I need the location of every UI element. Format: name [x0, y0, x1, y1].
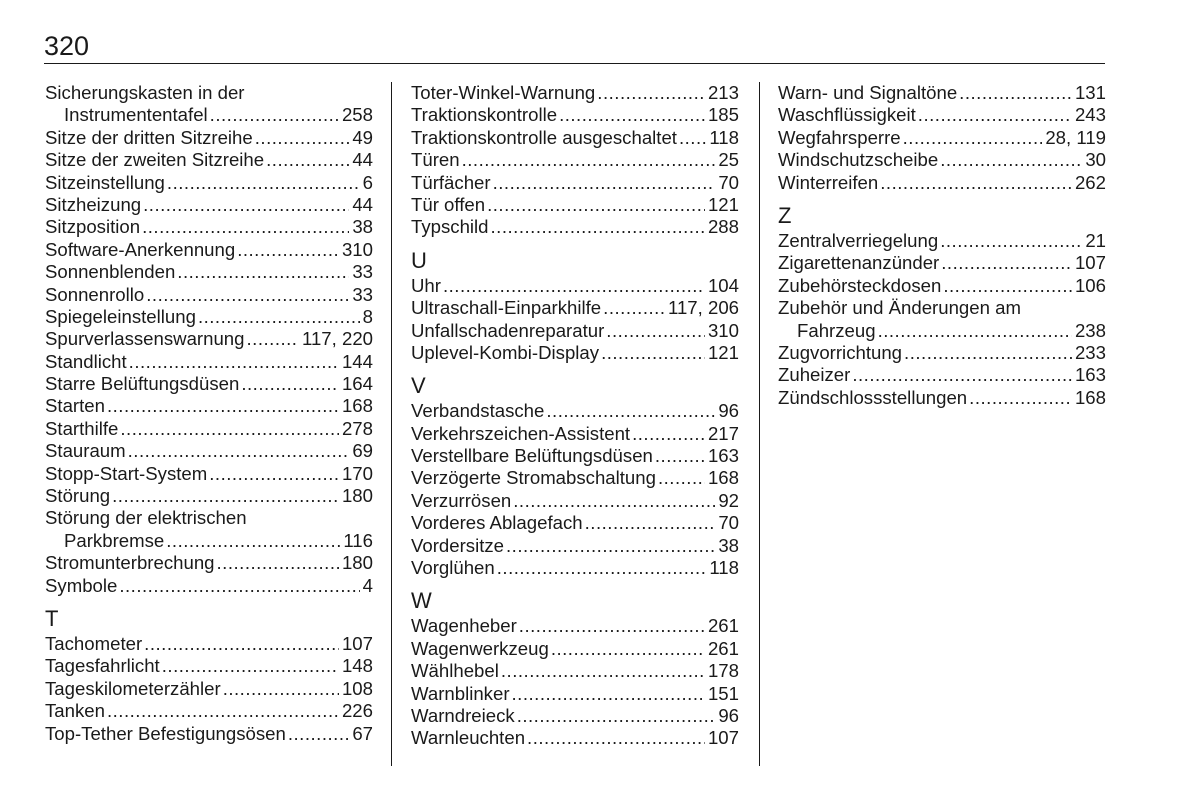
entry-pages: 107 [341, 632, 373, 654]
entry-term: Tachometer [45, 632, 143, 654]
entry-term: Spurverlassenswarnung [45, 328, 245, 350]
leader-dots [119, 575, 359, 597]
index-entry [45, 328, 373, 350]
entry-pages: 185 [707, 104, 739, 126]
leader-dots [143, 194, 349, 216]
leader-dots [223, 678, 339, 700]
entry-pages: 118 [709, 557, 739, 579]
leader-dots [597, 82, 705, 104]
index-entry [45, 655, 373, 677]
entry-pages: 164 [341, 373, 373, 395]
entry-term: Störung der elektrischen [45, 507, 247, 529]
entry-pages: 96 [718, 400, 739, 422]
page-number: 320 [44, 31, 90, 61]
entry-term: Instrumententafel [64, 104, 208, 126]
index-entry [411, 467, 739, 489]
entry-term: Starthilfe [45, 417, 119, 439]
entry-term: Sonnenblenden [45, 261, 176, 283]
index-entry [778, 320, 1106, 342]
index-entry [45, 395, 373, 417]
index-column-1 [45, 82, 373, 745]
entry-pages: 178 [707, 660, 739, 682]
entry-pages: 163 [707, 445, 739, 467]
index-entry [778, 342, 1106, 364]
leader-dots [144, 633, 339, 655]
index-entry-heading [778, 297, 1106, 319]
entry-term: Zündschlossstellungen [778, 386, 968, 408]
entry-term: Traktionskontrolle [411, 104, 558, 126]
entry-term: Vordersitze [411, 534, 505, 556]
leader-dots [513, 490, 715, 512]
entry-term: Uplevel-Kombi-Display [411, 341, 600, 363]
entry-pages: 121 [707, 193, 739, 215]
entry-term: Tagesfahrlicht [45, 655, 160, 677]
entry-term: Zigarettenanzünder [778, 252, 940, 274]
entry-pages: 258 [341, 104, 373, 126]
entry-term: Vorglühen [411, 557, 495, 579]
leader-dots [506, 535, 715, 557]
entry-pages: 148 [341, 655, 373, 677]
entry-term: Top-Tether Befestigungsösen [45, 722, 286, 744]
leader-dots [198, 306, 360, 328]
section-letter: T [45, 605, 59, 631]
leader-dots [959, 82, 1072, 104]
entry-pages: 163 [1074, 364, 1106, 386]
entry-term: Zubehörsteckdosen [778, 274, 942, 296]
leader-dots [880, 172, 1072, 194]
index-entry [45, 575, 373, 597]
index-entry [778, 387, 1106, 409]
index-entry [411, 615, 739, 637]
entry-pages: 261 [707, 615, 739, 637]
leader-dots [601, 342, 705, 364]
index-entry [411, 104, 739, 126]
leader-dots [551, 638, 705, 660]
leader-dots [107, 395, 339, 417]
entry-pages: 106 [1074, 274, 1106, 296]
entry-pages: 38 [352, 216, 373, 238]
leader-dots [177, 261, 349, 283]
leader-dots [288, 723, 349, 745]
leader-dots [679, 127, 706, 149]
entry-term: Verstellbare Belüftungsdüsen [411, 445, 653, 467]
leader-dots [903, 127, 1043, 149]
entry-pages: 151 [707, 682, 739, 704]
entry-term: Spiegeleinstellung [45, 305, 196, 327]
index-entry [45, 418, 373, 440]
leader-dots [497, 557, 707, 579]
entry-pages: 217 [707, 422, 739, 444]
entry-pages: 116 [343, 529, 373, 551]
index-entry [45, 172, 373, 194]
entry-pages: 226 [341, 700, 373, 722]
entry-pages: 67 [352, 722, 373, 744]
leader-dots [162, 655, 339, 677]
index-entry [411, 683, 739, 705]
entry-term: Windschutzscheibe [778, 149, 939, 171]
entry-pages: 288 [707, 216, 739, 238]
entry-pages: 213 [707, 82, 739, 103]
entry-term: Verbandstasche [411, 400, 545, 422]
entry-term: Tanken [45, 700, 105, 722]
index-entry [45, 306, 373, 328]
entry-term: Verzögerte Stromabschaltung [411, 467, 656, 489]
entry-term: Zugvorrichtung [778, 341, 903, 363]
leader-dots [237, 239, 339, 261]
leader-dots [658, 467, 705, 489]
entry-term: Tageskilometerzähler [45, 677, 221, 699]
entry-term: Warndreieck [411, 704, 515, 726]
entry-pages: 70 [718, 171, 739, 193]
index-entry [411, 638, 739, 660]
leader-dots [120, 418, 339, 440]
index-entry [411, 557, 739, 579]
index-entry [45, 351, 373, 373]
entry-pages: 8 [362, 305, 373, 327]
entry-term: Uhr [411, 274, 441, 296]
index-entry [411, 342, 739, 364]
index-entry [45, 633, 373, 655]
index-column-3 [778, 82, 1106, 409]
index-entry [411, 535, 739, 557]
entry-term: Unfallschadenreparatur [411, 319, 605, 341]
leader-dots [940, 149, 1082, 171]
entry-pages: 278 [341, 417, 373, 439]
entry-term: Waschflüssigkeit [778, 104, 916, 126]
entry-pages: 28, 119 [1045, 126, 1106, 148]
entry-pages: 131 [1074, 82, 1106, 103]
entry-pages: 104 [707, 274, 739, 296]
entry-term: Ultraschall-Einparkhilfe [411, 297, 602, 319]
leader-dots [443, 275, 705, 297]
entry-term: Symbole [45, 574, 118, 596]
leader-dots [487, 194, 705, 216]
entry-pages: 180 [341, 485, 373, 507]
entry-term: Zuheizer [778, 364, 851, 386]
entry-term: Standlicht [45, 350, 127, 372]
entry-term: Winterreifen [778, 171, 879, 193]
leader-dots [266, 149, 349, 171]
index-entry [411, 82, 739, 104]
entry-term: Wählhebel [411, 660, 499, 682]
leader-dots [852, 364, 1072, 386]
leader-dots [255, 127, 350, 149]
leader-dots [241, 373, 339, 395]
entry-term: Sonnenrollo [45, 283, 145, 305]
column-divider [759, 82, 760, 766]
leader-dots [878, 320, 1072, 342]
entry-pages: 117, 206 [668, 297, 739, 319]
entry-term: Stauraum [45, 440, 126, 462]
entry-pages: 30 [1085, 149, 1106, 171]
entry-term: Sitze der zweiten Sitzreihe [45, 149, 265, 171]
entry-term: Warnblinker [411, 682, 510, 704]
index-entry [45, 463, 373, 485]
entry-pages: 107 [707, 727, 739, 749]
entry-pages: 21 [1085, 229, 1106, 251]
entry-term: Verkehrszeichen-Assistent [411, 422, 631, 444]
entry-pages: 33 [352, 283, 373, 305]
index-entry [45, 485, 373, 507]
entry-term: Starre Belüftungsdüsen [45, 373, 240, 395]
leader-dots [491, 216, 705, 238]
leader-dots [606, 320, 705, 342]
leader-dots [209, 463, 339, 485]
entry-pages: 180 [341, 552, 373, 574]
entry-term: Parkbremse [64, 529, 165, 551]
index-entry [411, 275, 739, 297]
leader-dots [546, 400, 715, 422]
index-entry [45, 104, 373, 126]
index-entry [45, 723, 373, 745]
entry-pages: 44 [352, 149, 373, 171]
index-entry [778, 364, 1106, 386]
entry-pages: 238 [1074, 319, 1106, 341]
entry-pages: 117, 220 [302, 328, 373, 350]
index-entry [45, 700, 373, 722]
entry-term: Wagenwerkzeug [411, 637, 549, 659]
index-entry [45, 678, 373, 700]
index-entry [45, 216, 373, 238]
leader-dots [217, 552, 339, 574]
leader-dots [527, 727, 705, 749]
index-entry [45, 373, 373, 395]
index-entry [411, 705, 739, 727]
entry-pages: 92 [718, 489, 739, 511]
index-entry-heading [45, 82, 373, 104]
index-column-2 [411, 82, 739, 750]
index-entry [778, 82, 1106, 104]
leader-dots [512, 683, 705, 705]
index-entry [45, 149, 373, 171]
entry-pages: 168 [707, 467, 739, 489]
entry-term: Stopp-Start-System [45, 462, 208, 484]
entry-term: Sicherungskasten in der [45, 82, 245, 103]
leader-dots [166, 530, 340, 552]
entry-term: Wagenheber [411, 615, 517, 637]
index-entry [778, 149, 1106, 171]
entry-term: Typschild [411, 216, 489, 238]
index-entry [778, 252, 1106, 274]
index-entry [778, 172, 1106, 194]
index-entry-heading [45, 507, 373, 529]
entry-pages: 4 [362, 574, 373, 596]
index-entry [411, 320, 739, 342]
entry-pages: 261 [707, 637, 739, 659]
leader-dots [918, 104, 1072, 126]
leader-dots [969, 387, 1072, 409]
leader-dots [941, 252, 1072, 274]
entry-pages: 310 [707, 319, 739, 341]
column-divider [391, 82, 392, 766]
entry-term: Türen [411, 149, 460, 171]
leader-dots [501, 660, 705, 682]
section-letter: U [411, 247, 427, 273]
entry-pages: 44 [352, 193, 373, 215]
entry-pages: 118 [709, 126, 739, 148]
leader-dots [128, 440, 350, 462]
entry-term: Wegfahrsperre [778, 126, 901, 148]
index-entry [778, 275, 1106, 297]
index-entry [778, 104, 1106, 126]
entry-pages: 6 [362, 171, 373, 193]
entry-pages: 49 [352, 126, 373, 148]
entry-term: Sitzeinstellung [45, 171, 165, 193]
entry-pages: 170 [341, 462, 373, 484]
index-entry [45, 530, 373, 552]
entry-pages: 168 [1074, 386, 1106, 408]
entry-term: Vorderes Ablagefach [411, 512, 583, 534]
index-entry [411, 297, 739, 319]
index-entry [411, 660, 739, 682]
index-entry [411, 194, 739, 216]
entry-pages: 243 [1074, 104, 1106, 126]
index-entry [45, 284, 373, 306]
section-letter: W [411, 588, 432, 614]
leader-dots [129, 351, 339, 373]
entry-term: Verzurrösen [411, 489, 512, 511]
entry-term: Zubehör und Änderungen am [778, 297, 1021, 319]
entry-pages: 38 [718, 534, 739, 556]
entry-pages: 310 [341, 238, 373, 260]
section-letter: V [411, 373, 426, 399]
entry-term: Traktionskontrolle ausgeschaltet [411, 126, 677, 148]
leader-dots [943, 275, 1072, 297]
index-entry [45, 194, 373, 216]
entry-term: Sitzheizung [45, 193, 142, 215]
leader-dots [559, 104, 705, 126]
entry-term: Stromunterbrechung [45, 552, 215, 574]
entry-pages: 33 [352, 261, 373, 283]
entry-pages: 121 [707, 341, 739, 363]
leader-dots [107, 700, 339, 722]
entry-term: Warn- und Signaltöne [778, 82, 958, 103]
entry-term: Toter-Winkel-Warnung [411, 82, 596, 103]
leader-dots [493, 172, 716, 194]
entry-term: Sitze der dritten Sitzreihe [45, 126, 253, 148]
entry-term: Warnleuchten [411, 727, 526, 749]
entry-pages: 168 [341, 395, 373, 417]
index-entry [411, 727, 739, 749]
entry-pages: 107 [1074, 252, 1106, 274]
index-entry [45, 440, 373, 462]
leader-dots [142, 216, 349, 238]
entry-term: Starten [45, 395, 105, 417]
entry-term: Störung [45, 485, 111, 507]
leader-dots [585, 512, 716, 534]
index-entry [778, 230, 1106, 252]
entry-pages: 108 [341, 677, 373, 699]
leader-dots [632, 423, 705, 445]
index-entry [411, 512, 739, 534]
entry-term: Fahrzeug [797, 319, 876, 341]
entry-pages: 96 [718, 704, 739, 726]
entry-term: Türfächer [411, 171, 491, 193]
leader-dots [167, 172, 360, 194]
index-entry [45, 261, 373, 283]
leader-dots [940, 230, 1082, 252]
entry-pages: 262 [1074, 171, 1106, 193]
entry-term: Zentralverriegelung [778, 229, 939, 251]
leader-dots [517, 705, 716, 727]
entry-pages: 69 [352, 440, 373, 462]
leader-dots [462, 149, 716, 171]
index-entry [411, 423, 739, 445]
index-entry [778, 127, 1106, 149]
header-rule [44, 63, 1105, 64]
leader-dots [904, 342, 1072, 364]
index-entry [45, 127, 373, 149]
leader-dots [146, 284, 349, 306]
index-entry [411, 172, 739, 194]
entry-pages: 70 [718, 512, 739, 534]
index-entry [411, 490, 739, 512]
entry-term: Sitzposition [45, 216, 141, 238]
index-entry [411, 149, 739, 171]
entry-pages: 25 [718, 149, 739, 171]
entry-term: Software-Anerkennung [45, 238, 236, 260]
entry-pages: 233 [1074, 341, 1106, 363]
index-entry [411, 127, 739, 149]
leader-dots [210, 104, 339, 126]
leader-dots [603, 297, 665, 319]
index-entry [45, 552, 373, 574]
leader-dots [519, 615, 705, 637]
leader-dots [655, 445, 705, 467]
entry-term: Tür offen [411, 193, 486, 215]
entry-pages: 144 [341, 350, 373, 372]
leader-dots [246, 328, 299, 350]
index-entry [411, 400, 739, 422]
index-entry [45, 239, 373, 261]
index-entry [411, 216, 739, 238]
section-letter: Z [778, 202, 792, 228]
leader-dots [112, 485, 339, 507]
index-entry [411, 445, 739, 467]
